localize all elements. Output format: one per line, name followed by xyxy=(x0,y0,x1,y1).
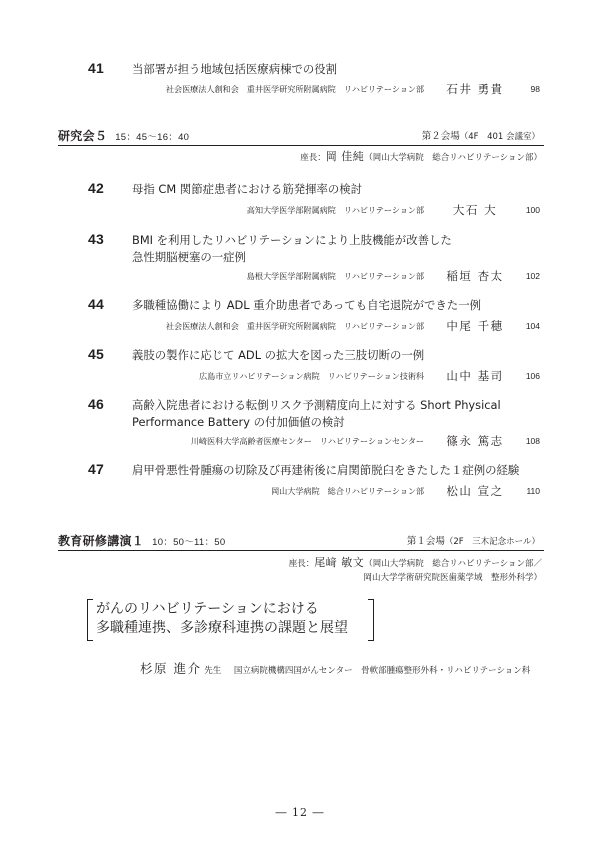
session-venue: 第１会場（2F 三木記念ホール） xyxy=(406,536,540,547)
chair-name: 岡 佳純 xyxy=(325,150,365,163)
entry-number: 41 xyxy=(88,60,104,76)
entry-author: 石井 勇貴 xyxy=(446,82,504,96)
entry-number: 43 xyxy=(88,231,104,247)
entry-title: 当部署が担う地域包括医療病棟での役割 xyxy=(132,62,338,76)
page-number: ― 12 ― xyxy=(275,806,325,819)
speaker-affiliation: 国立病院機構四国がんセンター 骨軟部腫瘍整形外科・リハビリテーション科 xyxy=(233,666,531,676)
entry-title: 肩甲骨悪性骨腫瘍の切除及び再建術後に肩関節脱臼をきたした１症例の経験 xyxy=(132,463,520,477)
entry-number: 44 xyxy=(88,296,104,312)
entry-number: 47 xyxy=(88,461,104,477)
entry-title: 義肢の製作に応じて ADL の拡大を図った三肢切断の一例 xyxy=(132,348,425,362)
entry-affiliation: 川崎医科大学高齢者医療センター リハビリテーションセンター xyxy=(190,436,424,446)
entry-affiliation: 社会医療法人創和会 重井医学研究所附属病院 リハビリテーション部 xyxy=(165,321,424,331)
divider xyxy=(58,145,544,146)
session-header xyxy=(58,125,544,145)
entry-page: 104 xyxy=(525,321,540,331)
entry-page: 106 xyxy=(525,371,540,381)
entry-affiliation: 島根大学医学部附属病院 リハビリテーション部 xyxy=(246,271,424,281)
session-chair: 座長：尾﨑 敏文（岡山大学病院 総合リハビリテーション部／ 岡山大学学術研究院医歯薬学域 整形外科学） xyxy=(288,556,542,583)
session-time: 15：45～16：40 xyxy=(115,132,190,143)
chair-name: 尾﨑 敏文 xyxy=(314,556,365,569)
entry-affiliation: 広島市立リハビリテーション病院 リハビリテーション技術科 xyxy=(199,371,424,381)
entry-affiliation: 社会医療法人創和会 重井医学研究所附属病院 リハビリテーション部 xyxy=(165,84,424,94)
session-header xyxy=(58,530,544,550)
entry-page: 102 xyxy=(525,271,540,281)
session-name: 研究会５ xyxy=(58,129,108,143)
entry-affiliation: 高知大学医学部附属病院 リハビリテーション部 xyxy=(246,205,424,215)
entry-page: 98 xyxy=(530,84,540,94)
entry-author: 稲垣 杏太 xyxy=(446,269,504,283)
entry-title: 高齢入院患者における転倒リスク予測精度向上に対する Short Physical Performance Battery の付加価値の検討 xyxy=(132,398,501,429)
entry-author: 山中 基司 xyxy=(446,369,504,383)
session-chair: 座長：岡 佳純（岡山大学病院 総合リハビリテーション部） xyxy=(300,150,542,163)
session-name: 教育研修講演１ xyxy=(58,534,145,548)
entry-number: 46 xyxy=(88,396,104,412)
entry-page: 110 xyxy=(526,486,540,496)
divider xyxy=(58,550,544,551)
entry-author: 大石 大 xyxy=(452,203,498,217)
entry-title: BMI を利用したリハビリテーションにより上肢機能が改善した 急性期脳梗塞の一症例 xyxy=(132,233,452,264)
entry-page: 108 xyxy=(525,436,540,446)
entry-affiliation: 岡山大学病院 総合リハビリテーション部 xyxy=(271,486,424,496)
entry-number: 45 xyxy=(88,346,104,362)
entry-number: 42 xyxy=(88,180,104,196)
speaker-honorific: 先生 xyxy=(204,666,222,676)
entry-author: 篠永 篤志 xyxy=(446,434,504,448)
entry-title: 母指 CM 関節症患者における筋発揮率の検討 xyxy=(132,182,363,196)
session-time: 10：50～11：50 xyxy=(152,537,226,548)
entry-author: 松山 宣之 xyxy=(446,484,504,498)
session-venue: 第２会場（4F 401 会議室） xyxy=(421,131,540,142)
entry-title: 多職種協働により ADL 重介助患者であっても自宅退院ができた一例 xyxy=(132,298,481,312)
lecture-title: がんのリハビリテーションにおける 多職種連携、多診療科連携の課題と展望 xyxy=(91,600,368,638)
speaker-line xyxy=(140,659,530,677)
bracket-right xyxy=(368,599,374,641)
speaker-name: 杉原 進介 xyxy=(140,661,202,676)
entry-author: 中尾 千穂 xyxy=(446,319,504,333)
entry-page: 100 xyxy=(525,205,540,215)
bracket-left xyxy=(87,599,93,641)
